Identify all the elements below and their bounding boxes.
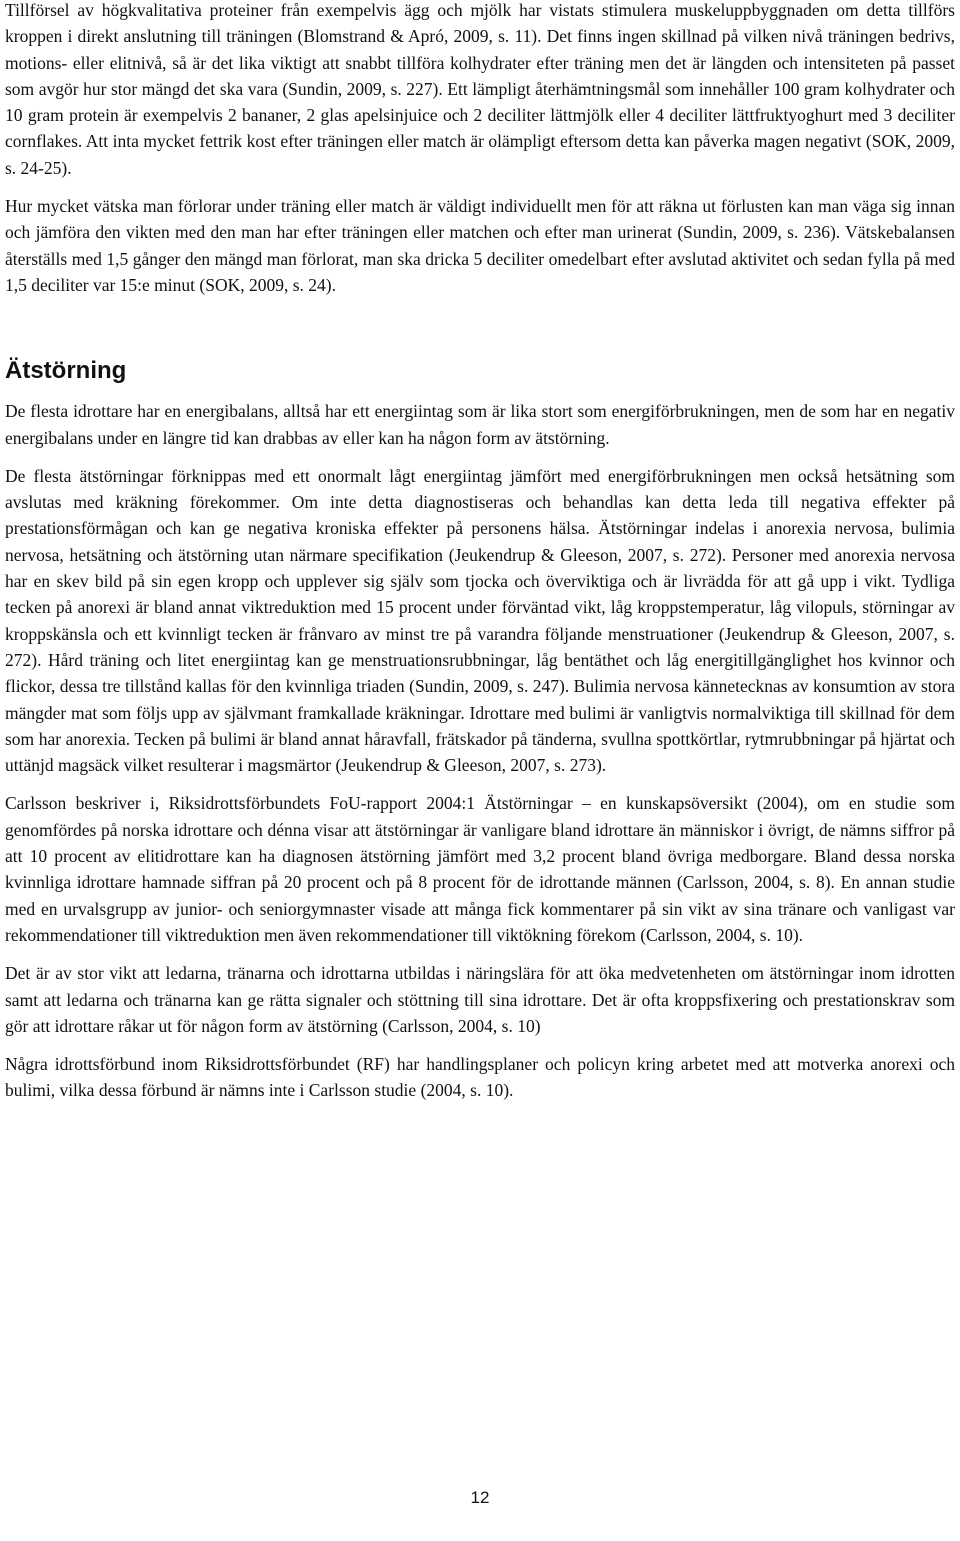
- paragraph-education: Det är av stor vikt att ledarna, tränarna och idrottarna utbildas i näringslära för att öka medvetenheten om ätstörningar inom idrotten samt att ledarna och tränarna kan ge rätta signaler och stöttning till sina idrottare. Det är ofta kroppsfixering och prestationskrav som gör att idrottare råkar ut för någon form av ätstörning (Carlsson, 2004, s. 10): [5, 963, 955, 1036]
- paragraph-carlsson-study: Carlsson beskriver i, Riksidrottsförbundets FoU-rapport 2004:1 Ätstörningar – en kunskapsöversikt (2004), om en studie som genomfördes på norska idrottare och dénna visar att ätstörningar är vanligare bland idrottare än människor i övrigt, de nämns siffror på att 10 procent av elitidrottare kan ha diagnosen ätstörning jämfört med 3,2 procent bland övriga medborgare. Bland dessa norska kvinnliga idrottare hamnade siffran på 20 procent och på 8 procent för de idrottande männen (Carlsson, 2004, s. 8). En annan studie med en urvalsgrupp av junior- och seniorgymnaster visade att många fick kommentarer på sin vikt av sina tränare och vanligast var rekommendationer till viktreduktion men även rekommendationer till viktökning förekom (Carlsson, 2004, s. 10).: [5, 793, 955, 945]
- document-page: [5, 0, 955, 1116]
- paragraph-fluid-balance: Hur mycket vätska man förlorar under träning eller match är väldigt individuellt men för att räkna ut förlusten kan man väga sig innan och jämföra den vikten med den man har efter träningen eller matchen och efter man urinerat (Sundin, 2009, s. 236). Vätskebalansen återställs med 1,5 gånger den mängd man förlorat, man ska dricka 5 deciliter omedelbart efter avslutad aktivitet och sedan fylla på med 1,5 deciliter var 15:e minut (SOK, 2009, s. 24).: [5, 196, 955, 295]
- paragraph-energy-balance: De flesta idrottare har en energibalans, alltså har ett energiintag som är lika stort som energiförbrukningen, men de som har en negativ energibalans under en längre tid kan drabbas av eller kan ha någon form av ätstörning.: [5, 401, 955, 448]
- page-number: 12: [470, 1488, 490, 1507]
- paragraph-federations: Några idrottsförbund inom Riksidrottsförbundet (RF) har handlingsplaner och policyn kring arbetet med att motverka anorexi och bulimi, vilka dessa förbund är nämns inte i Carlsson studie (2004, s. 10).: [5, 1054, 955, 1101]
- section-heading: Ätstörning: [5, 357, 127, 385]
- paragraph-eating-disorders: De flesta ätstörningar förknippas med ett onormalt lågt energiintag jämfört med energiförbrukningen men också hetsätning som avslutas med kräkning förekommer. Om inte detta diagnostiseras och behandlas kan detta leda till negativa effekter på prestationsförmågan och kan ge negativa kroniska effekter på personens hälsa. Ätstörningar indelas i anorexia nervosa, bulimia nervosa, hetsätning och ätstörning utan närmare specifikation (Jeukendrup & Gleeson, 2007, s. 272). Personer med anorexia nervosa har en skev bild på sin egen kropp och upplever sig själv som tjocka och överviktiga och är livrädda för att gå upp i vikt. Tydliga tecken på anorexi är bland annat viktreduktion med 15 procent under förväntad vikt, låg kroppstemperatur, låg vilopuls, störningar av kroppskänsla och ett kvinnligt tecken är frånvaro av minst tre på varandra följande menstruationer (Jeukendrup & Gleeson, 2007, s. 272). Hård träning och litet energiintag kan ge menstruationsrubbningar, låg bentäthet och låg energitillgänglighet hos kvinnor och flickor, dessa tre tillstånd kallas för den kvinnliga triaden (Sundin, 2009, s. 247). Bulimia nervosa kännetecknas av konsumtion av stora mängder mat som följs upp av självmant framkallade kräkningar. Idrottare med bulimi är vanligtvis normalviktiga till skillnad för dem som har anorexia. Tecken på bulimi är bland annat håravfall, frätskador på tänderna, svullna spottkörtlar, rytmrubbningar på hjärtat och uttänjd magsäck vilket resulterar i magsmärtor (Jeukendrup & Gleeson, 2007, s. 273).: [5, 465, 955, 776]
- paragraph-recovery-nutrition: Tillförsel av högkvalitativa proteiner från exempelvis ägg och mjölk har vistats stimulera muskeluppbyggnaden om detta tillförs kroppen i direkt anslutning till träningen (Blomstrand & Apró, 2009, s. 11). Det finns ingen skillnad på vilken nivå träningen bedrivs, motions- eller elitnivå, så är det lika viktigt att snabbt tillföra kolhydrater efter träning men det är längden och intensiteten på passet som avgör hur stor mängd det ska vara (Sundin, 2009, s. 227). Ett lämpligt återhämtningsmål som innehåller 100 gram kolhydrater och 10 gram protein är exempelvis 2 bananer, 2 glas apelsinjuice och 2 deciliter lättmjölk eller 4 deciliter lättfruktyoghurt med 3 deciliter cornflakes. Att inta mycket fettrik kost efter träningen eller match är olämpligt eftersom detta kan påverka magen negativt (SOK, 2009, s. 24-25).: [5, 0, 955, 178]
